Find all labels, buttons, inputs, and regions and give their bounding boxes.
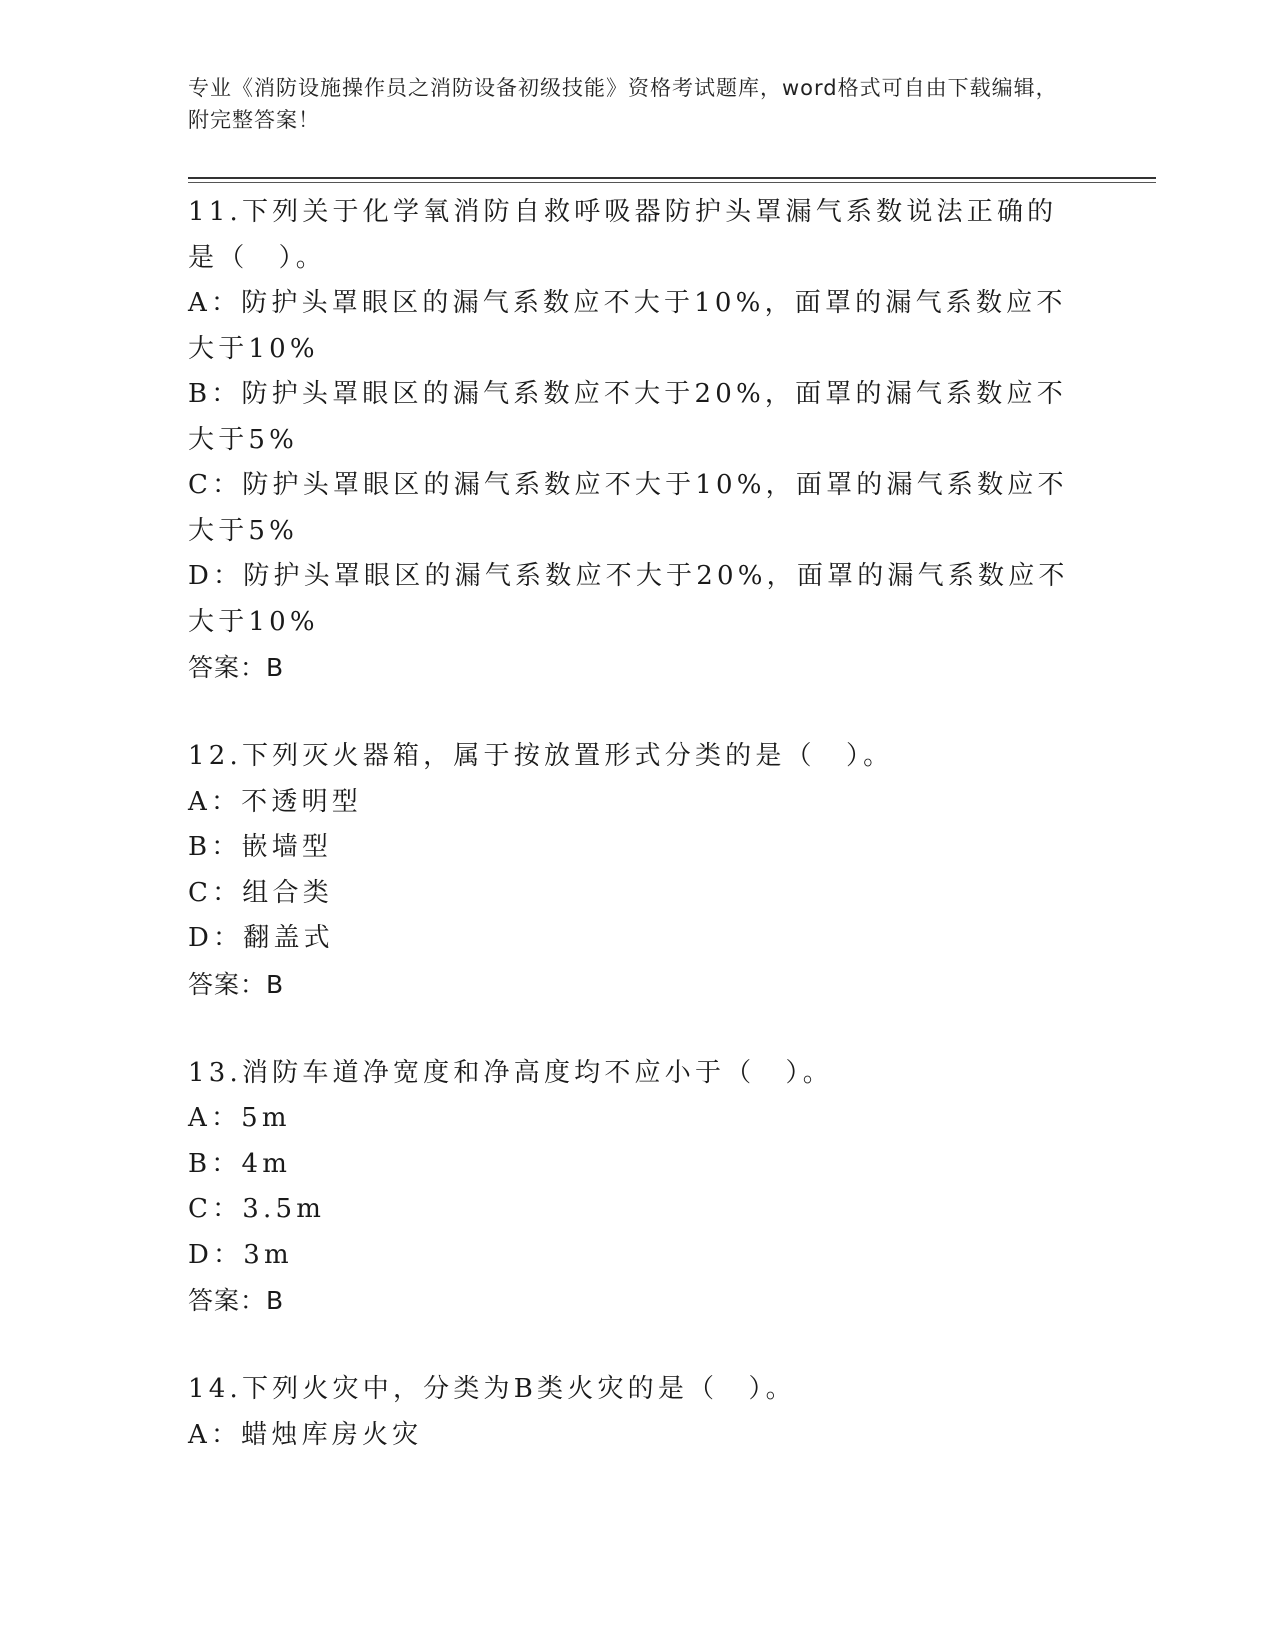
- question-14: [188, 1367, 1078, 1458]
- option-d: D：翻盖式: [188, 923, 334, 953]
- option-a: A：蜡烛库房火灾: [188, 1419, 423, 1450]
- question-stem: 12.下列灭火器箱，属于按放置形式分类的是（ ）。: [188, 741, 894, 771]
- header-divider-thin: [188, 182, 1156, 183]
- option-d: D：3m: [188, 1239, 293, 1270]
- option-b: B：防护头罩眼区的漏气系数应不大于20%，面罩的漏气系数应不大于5%: [188, 379, 1067, 455]
- option-c: C：3.5m: [188, 1194, 326, 1224]
- question-11: [188, 190, 1078, 691]
- option-d: D：防护头罩眼区的漏气系数应不大于20%，面罩的漏气系数应不大于10%: [188, 561, 1069, 637]
- question-list: [188, 190, 1078, 1501]
- answer: 答案：B: [188, 653, 285, 682]
- header-divider-thick: [188, 177, 1156, 179]
- option-b: B：嵌墙型: [188, 832, 333, 862]
- document-header: 专业《消防设施操作员之消防设备初级技能》资格考试题库，word格式可自由下载编辑，附完整答案！: [188, 76, 1058, 132]
- question-13: [188, 1051, 1078, 1325]
- option-a: A：5m: [188, 1103, 291, 1133]
- option-a: A：不透明型: [188, 786, 362, 817]
- answer: 答案：B: [188, 1286, 285, 1315]
- question-12: [188, 734, 1078, 1008]
- question-stem: 13.消防车道净宽度和净高度均不应小于（ ）。: [188, 1057, 833, 1088]
- option-a: A：防护头罩眼区的漏气系数应不大于10%，面罩的漏气系数应不大于10%: [188, 288, 1067, 364]
- question-stem: 14.下列火灾中，分类为B类火灾的是（ ）。: [188, 1374, 796, 1404]
- option-c: C：防护头罩眼区的漏气系数应不大于10%，面罩的漏气系数应不大于5%: [188, 470, 1068, 546]
- option-b: B：4m: [188, 1148, 292, 1179]
- option-c: C：组合类: [188, 877, 333, 908]
- answer: 答案：B: [188, 969, 285, 999]
- question-stem: 11.下列关于化学氧消防自救呼吸器防护头罩漏气系数说法正确的是（ ）。: [188, 197, 1058, 273]
